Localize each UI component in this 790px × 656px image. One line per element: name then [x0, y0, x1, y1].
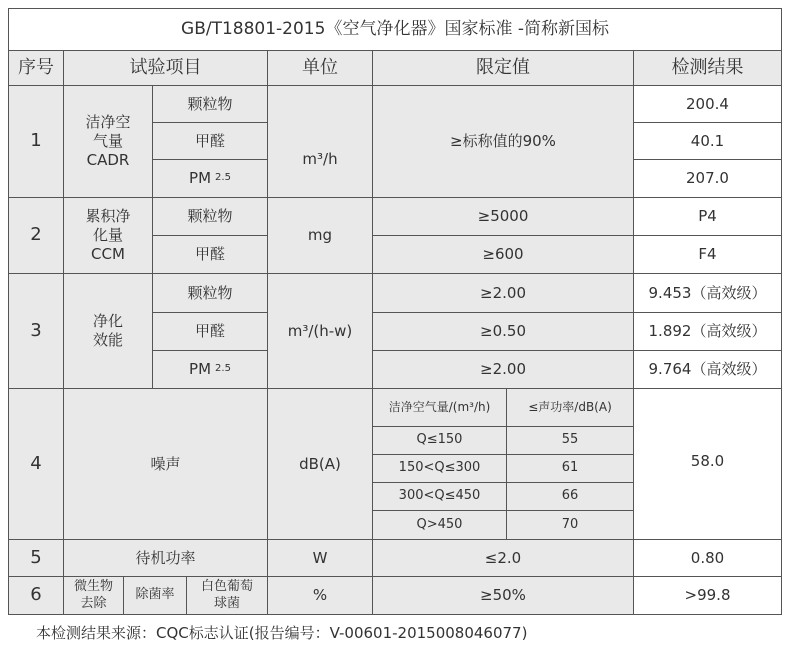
row6-no [8, 576, 64, 615]
row1-group [63, 85, 153, 198]
row3-sub1-name [152, 273, 268, 313]
row2-sub2-name [152, 235, 268, 274]
noise-header-cadr [372, 388, 507, 427]
noise-row3-power [506, 482, 634, 511]
row3-sub2-result-text: 1.892（高效级） [648, 322, 767, 341]
row1-group-line2: 气量 [92, 132, 123, 151]
row1-no [8, 85, 64, 198]
noise-header-power [506, 388, 634, 427]
row6-group-line2: 去除 [80, 595, 107, 611]
noise-row3-cadr-text: 300<Q≤450 [398, 488, 481, 504]
row4-no [8, 388, 64, 540]
row1-group-line3: CADR [86, 150, 130, 169]
noise-row2-cadr [372, 454, 507, 483]
row2-group-line3: CCM [91, 244, 125, 263]
row2-sub1-name [152, 197, 268, 236]
row1-sub1-result [633, 85, 782, 123]
row3-sub2-limit [372, 312, 634, 351]
row3-group-line2: 效能 [92, 331, 123, 349]
noise-row4-power-text: 70 [561, 516, 579, 532]
row1-no-text: 1 [30, 130, 42, 152]
row2-group-line2: 化量 [92, 226, 123, 245]
row6-no-text: 6 [30, 584, 42, 606]
row6-group [63, 576, 124, 615]
header-result-text: 检测结果 [671, 56, 744, 78]
row1-limit [372, 85, 634, 198]
header-item [63, 50, 268, 86]
row3-sub1-limit [372, 273, 634, 313]
row2-sub2-limit-text: ≥600 [482, 245, 524, 264]
row3-sub2-result [633, 312, 782, 351]
row1-unit-text: m³/h [302, 150, 338, 169]
row2-unit [267, 197, 373, 274]
row4-unit-text: dB(A) [299, 454, 341, 473]
row5-no-text: 5 [30, 546, 42, 568]
header-result [633, 50, 782, 86]
footer-source-note: 本检测结果来源：CQC标志认证(报告编号：V-00601-2015008046077) [36, 624, 528, 642]
row3-sub2-limit-text: ≥0.50 [480, 322, 526, 341]
row6-item [123, 576, 187, 615]
row3-sub1-limit-text: ≥2.00 [480, 283, 526, 302]
noise-row1-cadr-text: Q≤150 [416, 432, 463, 448]
noise-row4-power [506, 510, 634, 540]
row5-result-text: 0.80 [690, 548, 725, 567]
row1-sub3-name [152, 159, 268, 198]
row5-limit [372, 539, 634, 577]
table-title-text: GB/T18801-2015《空气净化器》国家标准 -简称新国标 [181, 18, 609, 39]
noise-row2-cadr-text: 150<Q≤300 [398, 460, 481, 476]
row1-sub2-result [633, 122, 782, 160]
row2-sub1-limit [372, 197, 634, 236]
row5-item-text: 待机功率 [135, 548, 196, 567]
row6-limit-text: ≥50% [480, 586, 526, 605]
row3-sub3-limit-text: ≥2.00 [480, 360, 526, 379]
row3-sub3-name [152, 350, 268, 389]
noise-row1-cadr [372, 426, 507, 455]
row3-sub3-result [633, 350, 782, 389]
header-unit [267, 50, 373, 86]
header-no [8, 50, 64, 86]
row3-sub1-result-text: 9.453（高效级） [648, 283, 767, 302]
row3-sub3-limit [372, 350, 634, 389]
noise-row2-power-text: 61 [561, 460, 579, 476]
row2-sub1-result [633, 197, 782, 236]
header-unit-text: 单位 [302, 56, 338, 78]
row3-sub2-name-text: 甲醛 [194, 322, 225, 341]
row1-limit-text: ≥标称值的90% [450, 132, 556, 151]
row2-unit-text: mg [307, 226, 333, 245]
noise-row1-power [506, 426, 634, 455]
row1-group-line1: 洁净空 [85, 113, 131, 132]
row1-sub2-result-text: 40.1 [690, 131, 725, 150]
row2-sub2-limit [372, 235, 634, 274]
noise-row4-cadr [372, 510, 507, 540]
row4-item-text: 噪声 [150, 454, 181, 473]
row3-no [8, 273, 64, 389]
row2-group-line1: 累积净 [85, 207, 131, 226]
row3-no-text: 3 [30, 319, 42, 341]
row6-bacteria [186, 576, 268, 615]
row1-sub2-name [152, 122, 268, 160]
row4-unit [267, 388, 373, 540]
row1-sub3-subscript: 2.5 [215, 172, 231, 184]
header-limit-text: 限定值 [476, 56, 530, 78]
row3-sub2-name [152, 312, 268, 351]
row5-result [633, 539, 782, 577]
row3-group [63, 273, 153, 389]
row2-group [63, 197, 153, 274]
row3-unit-text: m³/(h-w) [287, 321, 353, 340]
noise-row1-power-text: 55 [561, 432, 579, 448]
noise-row3-cadr [372, 482, 507, 511]
noise-row2-power [506, 454, 634, 483]
row1-sub1-name [152, 85, 268, 123]
row5-no [8, 539, 64, 577]
row6-unit-text: % [312, 586, 328, 605]
row2-sub2-result-text: F4 [698, 245, 717, 264]
row1-sub1-name-text: 颗粒物 [187, 94, 233, 113]
row5-unit [267, 539, 373, 577]
header-no-text: 序号 [18, 56, 54, 78]
header-item-text: 试验项目 [129, 56, 202, 78]
row3-group-line1: 净化 [92, 312, 123, 331]
row6-group-line1: 微生物 [73, 579, 113, 595]
row4-no-text: 4 [30, 452, 42, 474]
row3-sub1-name-text: 颗粒物 [187, 283, 233, 302]
row1-sub3-result [633, 159, 782, 198]
row1-sub3-name-text: PM [189, 169, 212, 188]
row3-unit [267, 273, 373, 389]
row2-no-text: 2 [30, 224, 42, 246]
noise-row3-power-text: 66 [561, 488, 579, 504]
row4-result [633, 388, 782, 540]
row2-sub2-result [633, 235, 782, 274]
row4-item [63, 388, 268, 540]
noise-header-power-text: ≤声功率/dB(A) [528, 400, 612, 414]
row6-result [633, 576, 782, 615]
row6-limit [372, 576, 634, 615]
row5-limit-text: ≤2.0 [484, 548, 522, 567]
row5-unit-text: W [312, 548, 328, 567]
row2-sub1-result-text: P4 [698, 207, 717, 226]
row4-result-text: 58.0 [690, 451, 725, 470]
row2-no [8, 197, 64, 274]
row6-bacteria-line2: 球菌 [213, 595, 240, 611]
row2-sub1-limit-text: ≥5000 [477, 207, 529, 226]
noise-header-cadr-text: 洁净空气量/(m³/h) [388, 400, 491, 414]
header-limit [372, 50, 634, 86]
row6-unit [267, 576, 373, 615]
row6-bacteria-line1: 白色葡萄 [200, 579, 253, 595]
noise-row4-cadr-text: Q>450 [416, 516, 463, 532]
row1-sub3-result-text: 207.0 [686, 169, 729, 188]
row1-sub2-name-text: 甲醛 [194, 131, 225, 150]
row1-unit [267, 85, 373, 198]
row2-sub1-name-text: 颗粒物 [187, 207, 233, 226]
row6-result-text: >99.8 [684, 586, 731, 605]
table-title [8, 8, 782, 51]
row2-sub2-name-text: 甲醛 [194, 245, 225, 264]
row6-item-text: 除菌率 [135, 587, 175, 603]
row3-sub3-result-text: 9.764（高效级） [648, 360, 767, 379]
row3-sub1-result [633, 273, 782, 313]
row3-sub3-name-text: PM [189, 360, 212, 379]
row1-sub1-result-text: 200.4 [686, 94, 729, 113]
row5-item [63, 539, 268, 577]
row3-sub3-subscript: 2.5 [215, 363, 231, 375]
